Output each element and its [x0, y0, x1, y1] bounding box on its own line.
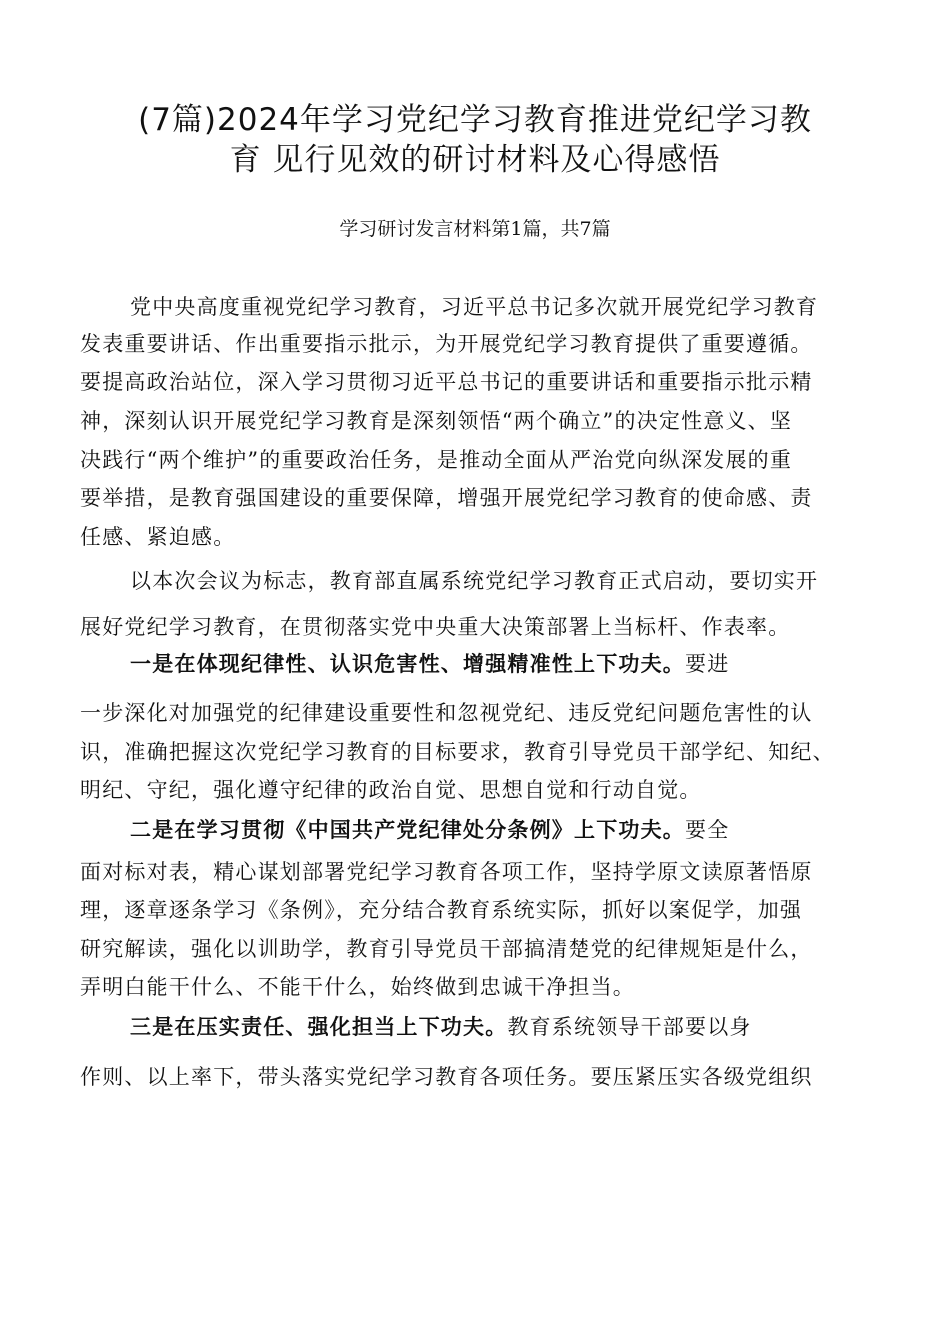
body-line: [80, 483, 813, 513]
body-line: [80, 934, 813, 964]
body-line: [80, 895, 802, 925]
point-heading-3: 三是在压实责任、强化担当上下功夫。: [130, 1014, 508, 1039]
body-line: [80, 329, 813, 359]
line-text: 发表重要讲话、作出重要指示批示，为开展党纪学习教育提供了重要遵循。: [80, 332, 813, 356]
line-text: 明纪、守纪，强化遵守纪律的政治自觉、思想自觉和行动自觉。: [80, 778, 702, 802]
title-line-2: 育 见行见效的研讨材料及心得感悟: [229, 142, 721, 178]
body-line: [80, 1062, 813, 1092]
body-line: [80, 406, 792, 436]
line-text: 识，准确把握这次党纪学习教育的目标要求，教育引导党员干部学纪、知纪、: [80, 740, 835, 764]
body-line: [130, 649, 729, 679]
line-text: 展好党纪学习教育，在贯彻落实党中央重大决策部署上当标杆、作表率。: [80, 615, 791, 639]
body-line: [130, 815, 729, 845]
body-line: [80, 522, 235, 552]
body-line: [130, 292, 818, 322]
line-text: 党中央高度重视党纪学习教育，习近平总书记多次就开展党纪学习教育: [130, 295, 819, 319]
line-text: 要提高政治站位，深入学习贯彻习近平总书记的重要讲话和重要指示批示精: [80, 370, 813, 394]
body-line: [80, 857, 813, 887]
body-line: [80, 698, 813, 728]
body-line: [80, 612, 790, 642]
line-text: 要进: [685, 652, 730, 676]
body-line: [130, 566, 818, 596]
document-title: [60, 100, 890, 180]
point-heading-2: 二是在学习贯彻《中国共产党纪律处分条例》上下功夫。: [130, 817, 685, 842]
body-line: [80, 972, 635, 1002]
body-line: [80, 367, 813, 397]
line-text: 研究解读，强化以训助学，教育引导党员干部搞清楚党的纪律规矩是什么，: [80, 937, 813, 961]
body-line: [80, 737, 835, 767]
document-subtitle: 学习研讨发言材料第1篇，共7篇: [339, 218, 611, 240]
line-text: 理，逐章逐条学习《条例》，充分结合教育系统实际，抓好以案促学，加强: [80, 898, 803, 922]
line-text: 教育系统领导干部要以身: [507, 1015, 752, 1039]
line-text: 神，深刻认识开展党纪学习教育是深刻领悟“两个确立”的决定性意义、坚: [80, 409, 793, 433]
line-text: 弄明白能干什么、不能干什么，始终做到忠诚干净担当。: [80, 975, 635, 999]
line-text: 要全: [685, 818, 730, 842]
point-heading-1: 一是在体现纪律性、认识危害性、增强精准性上下功夫。: [130, 651, 685, 676]
title-line-1: (7篇)2024年学习党纪学习教育推进党纪学习教: [138, 102, 812, 138]
line-text: 以本次会议为标志，教育部直属系统党纪学习教育正式启动，要切实开: [130, 569, 819, 593]
line-text: 作则、以上率下，带头落实党纪学习教育各项任务。要压紧压实各级党组织: [80, 1065, 813, 1089]
body-line: [130, 1012, 752, 1042]
line-text: 面对标对表，精心谋划部署党纪学习教育各项工作，坚持学原文读原著悟原: [80, 860, 813, 884]
body-line: [80, 775, 702, 805]
line-text: 决践行“两个维护”的重要政治任务，是推动全面从严治党向纵深发展的重: [80, 448, 793, 472]
body-line: [80, 445, 792, 475]
line-text: 一步深化对加强党的纪律建设重要性和忽视党纪、违反党纪问题危害性的认: [80, 701, 813, 725]
line-text: 任感、紧迫感。: [80, 525, 236, 549]
line-text: 要举措，是教育强国建设的重要保障，增强开展党纪学习教育的使命感、责: [80, 486, 813, 510]
